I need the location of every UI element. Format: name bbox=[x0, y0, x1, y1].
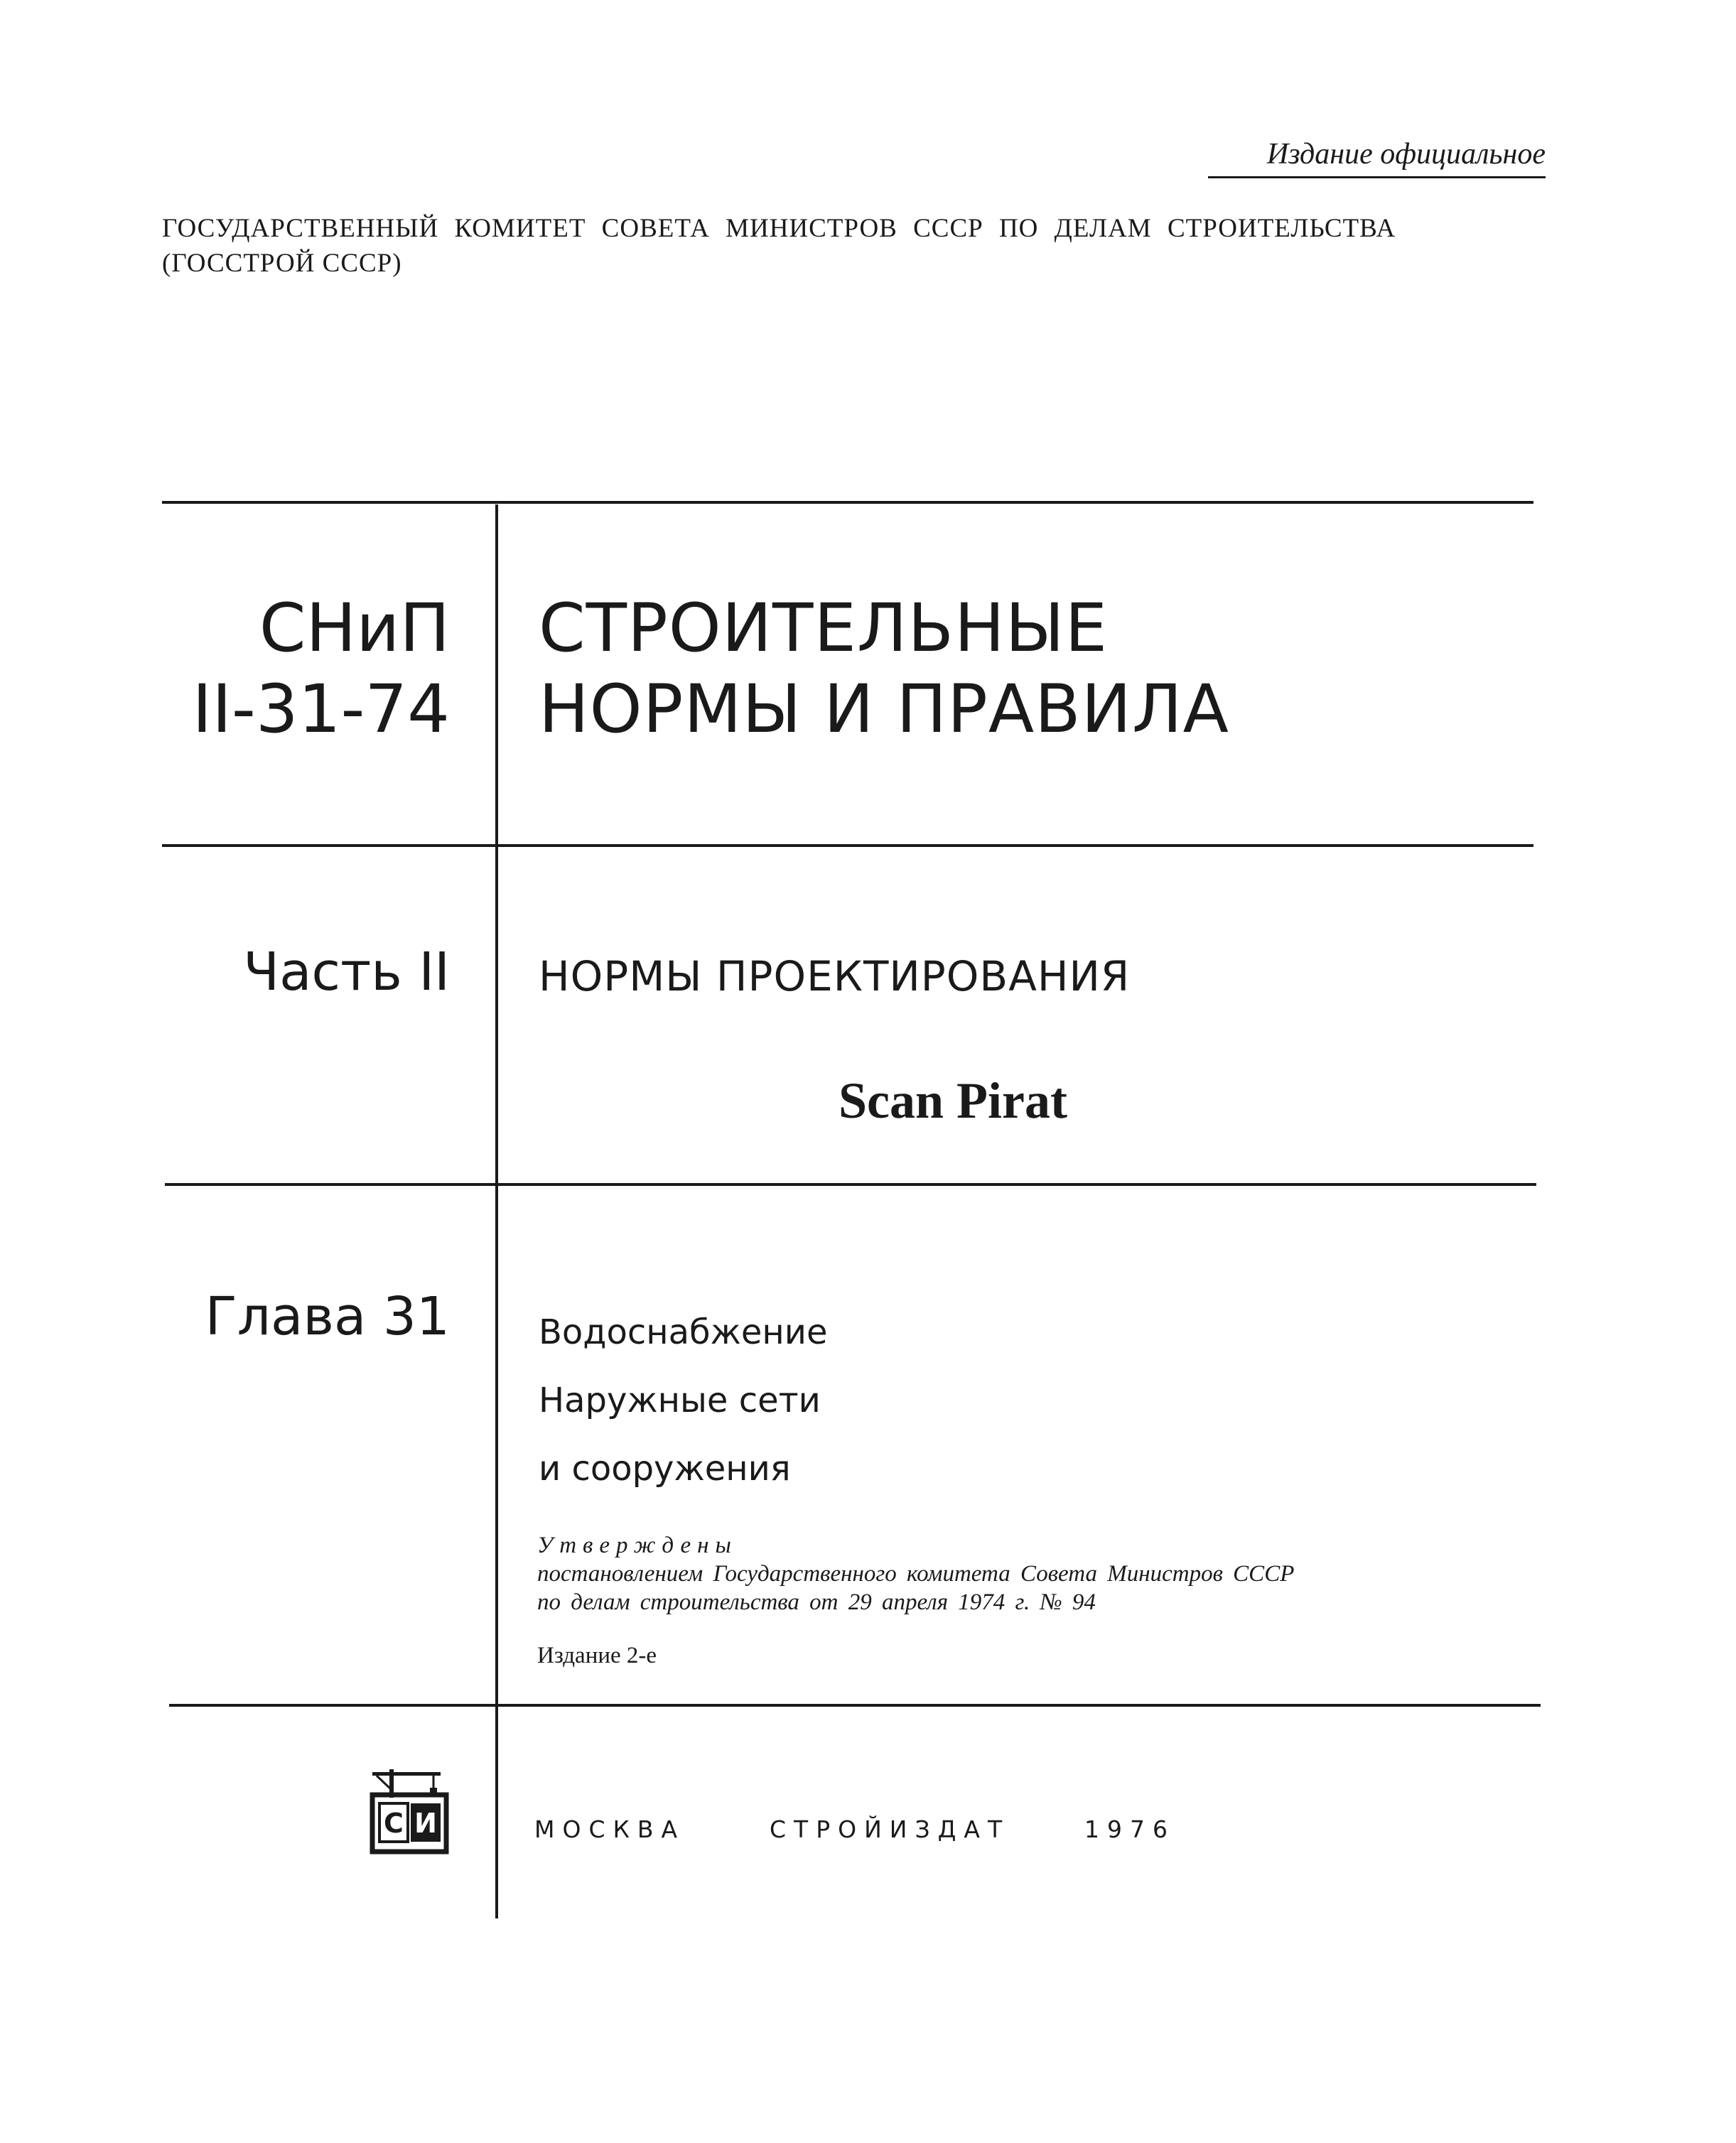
logo-letter-i: И bbox=[414, 1808, 437, 1839]
edition-underline bbox=[1208, 176, 1546, 178]
logo-letter-s: С bbox=[384, 1808, 404, 1839]
approval-note bbox=[537, 1531, 1294, 1616]
part-label: Часть II bbox=[243, 941, 450, 1003]
chapter-line-1: Водоснабжение bbox=[539, 1312, 828, 1352]
scan-watermark: Scan Pirat bbox=[839, 1072, 1067, 1129]
part-title: НОРМЫ ПРОЕКТИРОВАНИЯ bbox=[539, 952, 1131, 1000]
title-line-1: СТРОИТЕЛЬНЫЕ bbox=[539, 590, 1109, 667]
approval-line-1: постановлением Государственного комитета Совета Министров СССР bbox=[537, 1561, 1295, 1587]
title-line-2: НОРМЫ И ПРАВИЛА bbox=[539, 671, 1229, 748]
approval-heading: Утверждены bbox=[537, 1533, 738, 1558]
publisher-logo-icon bbox=[362, 1768, 455, 1857]
rule-top bbox=[162, 501, 1533, 504]
approval-line-2: по делам строительства от 29 апреля 1974 г. № 94 bbox=[537, 1589, 1096, 1615]
edition-number: Издание 2-е bbox=[537, 1643, 657, 1668]
document-title bbox=[539, 588, 1229, 750]
committee-line-1: ГОСУДАРСТВЕННЫЙ КОМИТЕТ СОВЕТА МИНИСТРОВ СССР ПО ДЕЛАМ СТРОИТЕЛЬСТВА bbox=[162, 214, 1396, 243]
chapter-line-2: Наружные сети bbox=[539, 1381, 821, 1420]
edition-note: Издание официальное bbox=[1266, 138, 1546, 171]
rule-title-bottom bbox=[162, 844, 1533, 847]
publisher-city: МОСКВА bbox=[534, 1815, 686, 1843]
snip-label: СНиП bbox=[259, 590, 450, 667]
committee-line-2: (ГОССТРОЙ СССР) bbox=[162, 249, 402, 278]
rule-chapter-bottom bbox=[169, 1704, 1541, 1707]
publication-year: 1976 bbox=[1084, 1815, 1175, 1843]
committee-name bbox=[162, 211, 1512, 281]
publisher-name: СТРОЙИЗДАТ bbox=[770, 1815, 1010, 1843]
snip-code: II-31-74 bbox=[192, 671, 450, 748]
column-divider bbox=[495, 504, 498, 1918]
chapter-title bbox=[539, 1298, 828, 1503]
rule-part-bottom bbox=[165, 1183, 1536, 1186]
chapter-label: Глава 31 bbox=[205, 1286, 450, 1347]
snip-designation bbox=[192, 588, 450, 750]
chapter-line-3: и сооружения bbox=[539, 1449, 791, 1489]
